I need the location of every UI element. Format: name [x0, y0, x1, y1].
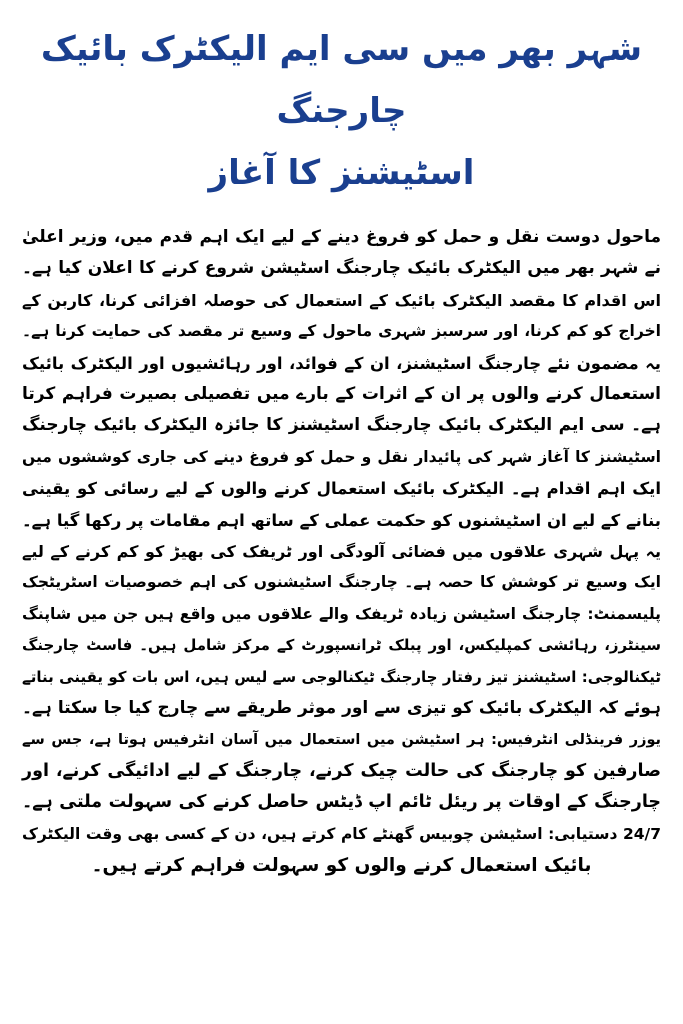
body-line: چارجنگ کے اوقات پر ریئل ٹائم اپ ڈیٹس حاصل کرنے کی سہولت ملتی ہے۔ [22, 792, 661, 813]
body-line: پلیسمنٹ: چارجنگ اسٹیشن زیادہ ٹریفک والے علاقوں میں واقع ہیں جن میں شاپنگ [22, 604, 661, 623]
title-line-1: شہر بھر میں سی ایم الیکٹرک بائیک چارجنگ [40, 29, 643, 131]
body-line: نے شہر بھر میں الیکٹرک بائیک چارجنگ اسٹیشن شروع کرنے کا اعلان کیا ہے۔ [22, 258, 661, 279]
body-line: یہ مضمون نئے چارجنگ اسٹیشنز، ان کے فوائد، اور رہائشیوں اور الیکٹرک بائیک [22, 353, 661, 373]
body-line: ٹیکنالوجی: اسٹیشنز تیز رفتار چارجنگ ٹیکنالوجی سے لیس ہیں، اس بات کو یقینی بناتے [22, 667, 661, 686]
body-line: استعمال کرنے والوں پر ان کے اثرات کے بارے میں تفصیلی بصیرت فراہم کرتا [22, 384, 661, 405]
body-line: ہوئے کہ الیکٹرک بائیک کو تیزی سے اور موثر طریقے سے چارج کیا جا سکتا ہے۔ [22, 698, 661, 719]
body-line: ہے۔ سی ایم الیکٹرک بائیک چارجنگ اسٹیشنز کا جائزہ الیکٹرک بائیک چارجنگ [22, 415, 661, 436]
article-body [0, 222, 683, 882]
body-line: بائیک استعمال کرنے والوں کو سہولت فراہم کرتے ہیں۔ [91, 855, 592, 877]
body-line: بنانے کے لیے ان اسٹیشنوں کو حکمت عملی کے ساتھ اہم مقامات پر رکھا گیا ہے۔ [22, 510, 661, 530]
body-line: سینٹرز، رہائشی کمپلیکس، اور پبلک ٹرانسپورٹ کے مرکز شامل ہیں۔ فاسٹ چارجنگ [22, 636, 661, 655]
body-line: اس اقدام کا مقصد الیکٹرک بائیک کے استعمال کی حوصلہ افزائی کرنا، کاربن کے [22, 290, 661, 310]
body-line: ایک اہم اقدام ہے۔ الیکٹرک بائیک استعمال کرنے والوں کے لیے رسائی کو یقینی [22, 479, 661, 499]
body-line: اسٹیشنز کا آغاز شہر کی پائیدار نقل و حمل کو فروغ دینے کی جاری کوششوں میں [22, 447, 661, 466]
article-title [0, 0, 683, 204]
body-line: ایک وسیع تر کوشش کا حصہ ہے۔ چارجنگ اسٹیشنوں کی اہم خصوصیات اسٹریٹجک [22, 573, 661, 592]
body-line: ماحول دوست نقل و حمل کو فروغ دینے کے لیے ایک اہم قدم میں، وزیر اعلیٰ [22, 227, 661, 247]
body-line: یوزر فرینڈلی انٹرفیس: ہر اسٹیشن میں استعمال میں آسان انٹرفیس ہوتا ہے، جس سے [22, 731, 661, 748]
body-line: 24/7 دستیابی: اسٹیشن چوبیس گھنٹے کام کرتے ہیں، دن کے کسی بھی وقت الیکٹرک [22, 824, 661, 843]
body-line: یہ پہل شہری علاقوں میں فضائی آلودگی اور ٹریفک کی بھیڑ کو کم کرنے کے لیے [22, 542, 661, 562]
body-line: صارفین کو چارجنگ کی حالت چیک کرنے، چارجنگ کے لیے ادائیگی کرنے، اور [22, 760, 661, 781]
title-line-2: اسٹیشنز کا آغاز [208, 153, 475, 193]
body-line: اخراج کو کم کرنا، اور سرسبز شہری ماحول کے وسیع تر مقصد کی حمایت کرنا ہے۔ [22, 322, 661, 341]
